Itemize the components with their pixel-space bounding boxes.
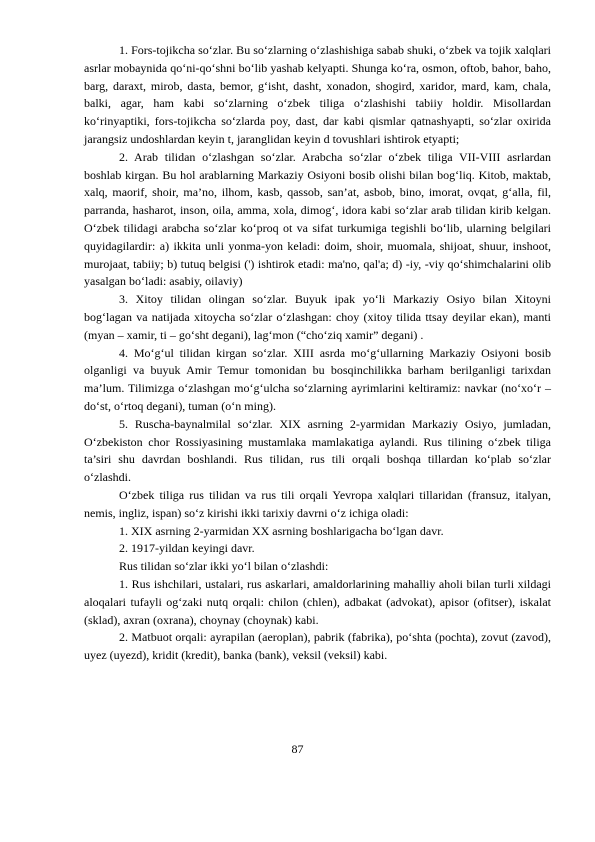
paragraph-arab: 2. Arab tilidan o‘zlashgan so‘zlar. Arabcha so‘zlar o‘zbek tiliga VII-VIII asrlardan boshlab kirgan. Bu hol arablarning Markaziy Osiyoni bosib olishi bilan bog‘liq. Kitob, maktab, xalq, maorif, shoir, ma’no, ilhom, kasb, qassob, san’at, asbob, bino, imorat, ovqat, g‘alla, fil, parranda, hasharot, inson, oila, amma, xola, dimog‘, idora kabi so‘zlar arab tilidan kirib kelgan. O‘zbek tilidagi arabcha so‘zlar ko‘proq ot va sifat turkumiga tegishli bo‘lib, ularning belgilari quyidagilardir: a) ikkita unli yonma-yon keladi: doim, shoir, muomala, shijoat, shuur, inshoot, murojaat, tabiiy; b) tutuq belgisi (') ishtirok etadi: ma'no, qal'a; d) -iy, -viy qo‘shimchalarini olib yasalgan bo‘ladi: asabiy, oilaviy) — [84, 149, 551, 289]
list-item-press: 2. Matbuot orqali: ayrapilan (aeroplan), pabrik (fabrika), po‘shta (pochta), zovut (zavod), uyez (uyezd), kridit (kredit), banka (bank), veksil (veksil) kabi. — [84, 630, 551, 663]
paragraph-yevropa: O‘zbek tiliga rus tilidan va rus tili orqali Yevropa xalqlari tillaridan (fransuz, italyan, nemis, ingliz, ispan) so‘z kirishi ikki tarixiy davrni o‘z ichiga oladi: — [84, 487, 551, 520]
paragraph-fors-tojik: 1. Fors-tojikcha so‘zlar. Bu so‘zlarning o‘zlashishiga sabab shuki, o‘zbek va tojik xalqlari asrlar mobaynida qo‘ni-qo‘shni bo‘lib yashab kelyapti. Shunga ko‘ra, osmon, oftob, bahor, baho, barg, daraxt, mirob, dasta, bemor, g‘isht, dasht, xonadon, shogird, xaridor, mard, kam, chala, balki, agar, ham kabi so‘zlarning o‘zbek tiliga o‘zlashishi tabiiy holdir. Misollardan ko‘rinyaptiki, fors-tojikcha so‘zlarda poy, dast, dar kabi qismlar qatnashyapti, so‘zlar oxirida jarangsiz undoshlardan keyin t, jaranglidan keyin d tovushlari ishtirok etyapti; — [84, 43, 551, 146]
paragraph-ruscha: 5. Ruscha-baynalmilal so‘zlar. XIX asrning 2-yarmidan Markaziy Osiyo, jumladan, O‘zbekiston chor Rossiyasining mustamlaka mamlakatiga aylandi. Rus tilining o‘zbek tiliga ta’siri shu davrdan boshlandi. Rus tilidan, rus tili orqali boshqa tillardan ko‘plab so‘zlar o‘zlashdi. — [84, 416, 551, 485]
list-item-period-2: 2. 1917-yildan keyingi davr. — [119, 541, 255, 556]
list-item-oral: 1. Rus ishchilari, ustalari, rus askarlari, amaldorlarining mahalliy aholi bilan turli xildagi aloqalari tufayli og‘zaki nutq orqali: chilon (chlen), adbakat (advokat), apisor (ofitser), iskalat (sklad), axran (oxrana), choynay (choynak) kabi. — [84, 576, 551, 627]
document-body — [84, 42, 551, 665]
list-item-period-1: 1. XIX asrning 2-yarmidan XX asrning boshlarigacha bo‘lgan davr. — [119, 523, 444, 538]
page-number: 87 — [291, 742, 304, 756]
paragraph-xitoy: 3. Xitoy tilidan olingan so‘zlar. Buyuk ipak yo‘li Markaziy Osiyo bilan Xitoyni bog‘lagan va natijada xitoycha so‘zlar o‘zlashgan: choy (xitoy tilida ttsay deyilar ekan), manti (myan – xamir, ti – go‘sht degani), lag‘mon (“cho‘ziq xamir” degani) . — [84, 292, 551, 342]
paragraph-mogul: 4. Mo‘g‘ul tilidan kirgan so‘zlar. XIII asrda mo‘g‘ullarning Markaziy Osiyoni bosib olganligi va buyuk Amir Temur tomonidan bu bosqinchilikka barham berilganligi tarixdan ma’lum. Tilimizga o‘zlashgan mo‘g‘ulcha so‘zlarning ayrimlarini keltiramiz: navkar (no‘xo‘r – do‘st, o‘rtoq degani), tuman (o‘n ming). — [84, 345, 551, 413]
paragraph-two-ways: Rus tilidan so‘zlar ikki yo‘l bilan o‘zlashdi: — [119, 559, 329, 574]
